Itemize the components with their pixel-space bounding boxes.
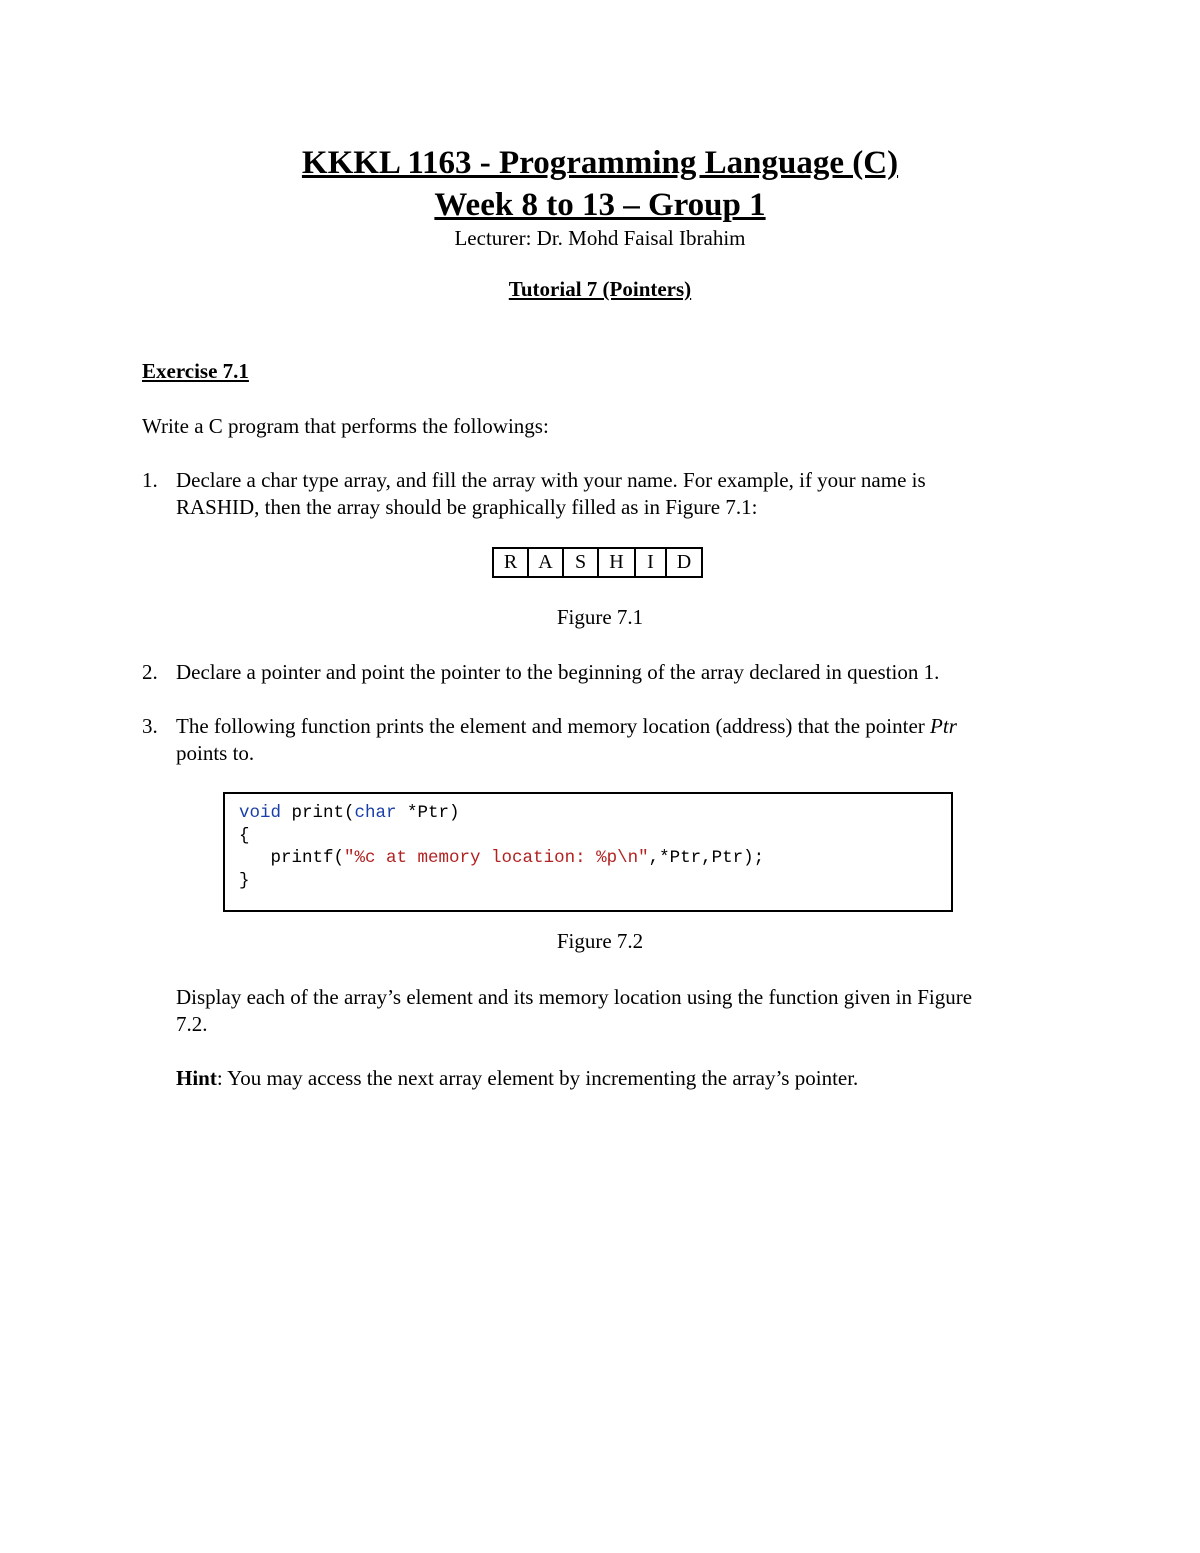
code-text: printf( bbox=[239, 848, 345, 868]
week-group-title: Week 8 to 13 – Group 1 bbox=[434, 187, 766, 223]
array-cell: R bbox=[493, 548, 528, 577]
item-text-main: The following function prints the element and memory location (address) that the pointer bbox=[176, 714, 931, 738]
exercise-intro: Write a C program that performs the followings: bbox=[142, 414, 549, 438]
code-box bbox=[223, 792, 953, 912]
hint-label: Hint bbox=[176, 1066, 217, 1090]
code-text: *Ptr) bbox=[396, 803, 460, 823]
code-keyword: char bbox=[354, 803, 397, 823]
code-text: { bbox=[239, 825, 250, 846]
item-text: Declare a char type array, and fill the array with your name. For example, if your name is bbox=[176, 468, 926, 492]
array-cell: D bbox=[666, 548, 702, 577]
item-number: 1. bbox=[142, 468, 158, 492]
hint-line bbox=[176, 1065, 858, 1092]
course-title: KKKL 1163 - Programming Language (C) bbox=[301, 145, 899, 181]
item-text: points to. bbox=[176, 741, 255, 765]
array-cell: H bbox=[598, 548, 635, 577]
item-text: RASHID, then the array should be graphically filled as in Figure 7.1: bbox=[176, 495, 758, 519]
display-line: Display each of the array’s element and its memory location using the function given in Figure bbox=[176, 985, 973, 1009]
item-number: 2. bbox=[142, 660, 158, 684]
tutorial-heading bbox=[0, 277, 1200, 302]
code-string: "%c at memory location: %p\n" bbox=[344, 848, 649, 868]
item-number: 3. bbox=[142, 714, 158, 738]
item-text bbox=[176, 713, 1142, 740]
list-item bbox=[142, 467, 1142, 521]
tutorial-title: Tutorial 7 (Pointers) bbox=[508, 277, 692, 301]
figure-caption: Figure 7.2 bbox=[556, 929, 644, 953]
code-text: } bbox=[239, 870, 250, 891]
lecturer-line: Lecturer: Dr. Mohd Faisal Ibrahim bbox=[454, 226, 746, 250]
figure-caption: Figure 7.1 bbox=[556, 605, 644, 629]
code-block bbox=[239, 802, 764, 892]
name-array-figure bbox=[492, 547, 703, 578]
display-instruction bbox=[176, 984, 972, 1038]
list-item bbox=[142, 659, 1142, 686]
array-cell: A bbox=[528, 548, 563, 577]
display-line: 7.2. bbox=[176, 1012, 208, 1036]
code-text: ,*Ptr,Ptr); bbox=[648, 848, 765, 868]
item-text: Declare a pointer and point the pointer to the beginning of the array declared in question 1. bbox=[176, 660, 940, 684]
array-cell: I bbox=[635, 548, 666, 577]
array-cell: S bbox=[563, 548, 598, 577]
list-item bbox=[142, 713, 1142, 767]
exercise-heading: Exercise 7.1 bbox=[142, 359, 249, 383]
code-keyword: void bbox=[239, 803, 282, 823]
hint-text: : You may access the next array element by incrementing the array’s pointer. bbox=[216, 1066, 859, 1090]
code-text: print( bbox=[281, 803, 355, 823]
ptr-italic: Ptr bbox=[930, 714, 957, 738]
